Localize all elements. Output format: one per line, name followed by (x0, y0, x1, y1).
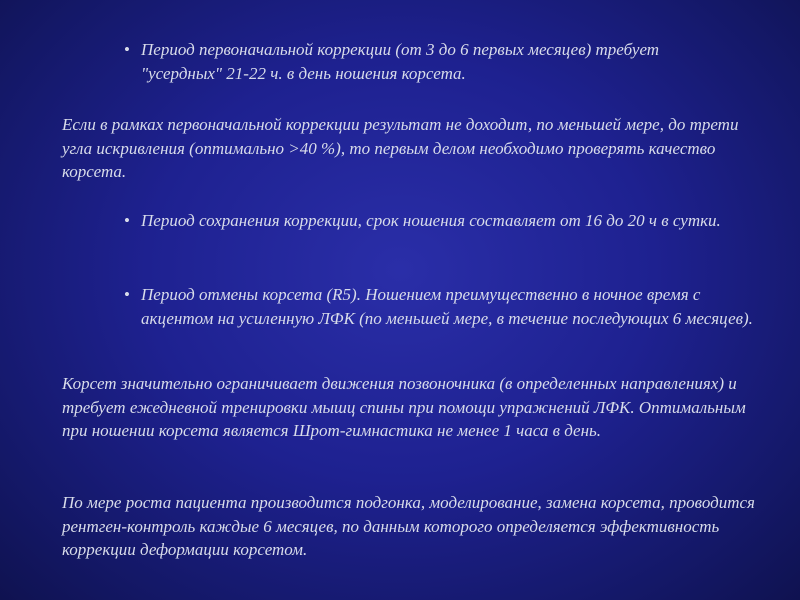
paragraph-growth-adjustment: По мере роста пациента производится подгонка, моделирование, замена корсета, проводится рентген-контроль каждые 6 месяцев, по данным которого определяется эффективность коррекции деформации корсетом. (62, 493, 755, 559)
bullet-mark: • (124, 211, 130, 230)
bullet-text: Период сохранения коррекции, срок ношения составляет от 16 до 20 ч в сутки. (141, 211, 721, 230)
bullet-initial-correction (124, 38, 741, 85)
paragraph-spine-training: Корсет значительно ограничивает движения позвоночника (в определенных направлениях) и требует ежедневной тренировки мышц спины при помощи упражнений ЛФК. Оптимальным при ношении корсета является Шрот-гимнастика не менее 1 часа в день. (62, 374, 746, 440)
bullet-mark: • (124, 285, 130, 304)
bullet-mark: • (124, 40, 130, 59)
bullet-correction-maintenance (124, 209, 761, 233)
bullet-corset-withdrawal (124, 283, 761, 330)
paragraph-correction-check: Если в рамках первоначальной коррекции результат не доходит, по меньшей мере, до трети угла искривления (оптимально >40 %), то первым делом необходимо проверять качество корсета. (62, 115, 739, 181)
bullet-text: Период отмены корсета (R5). Ношением преимущественно в ночное время с акцентом на усиленную ЛФК (по меньшей мере, в течение последующих 6 месяцев). (141, 285, 753, 328)
bullet-text: Период первоначальной коррекции (от 3 до 6 первых месяцев) требует "усердных" 21-22 ч. в день ношения корсета. (141, 40, 660, 83)
